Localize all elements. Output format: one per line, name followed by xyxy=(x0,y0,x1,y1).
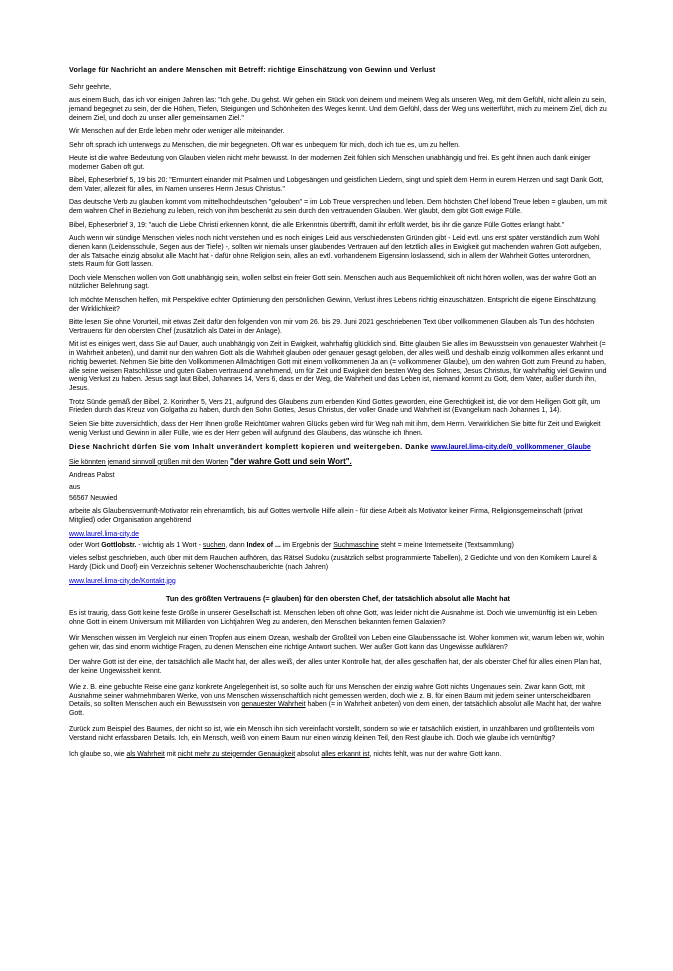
website-link-line xyxy=(69,531,607,540)
paragraph: aus einem Buch, das ich vor einigen Jahren las: "Ich gehe. Du gehst. Wir gehen ein Stück von deinem und meinem Weg als unseren Weg, mit dem Gefühl, nicht allein zu sein, jemand begegnet zu sein, der die Höhen, Tiefen, Steigungen und Schönheiten des Weges kennt. Und dem Gefühl, dass der Weg uns weiterführt, mich zu meinem Ziel, dich zu deinem Ziel, und doch zu unser aller gemeinsamen Ziel." xyxy=(69,97,607,122)
paragraph: Bitte lesen Sie ohne Vorurteil, mit etwas Zeit dafür den folgenden von mir vom 26. bis 29. Juni 2021 geschriebenen Text über vollkommenen Glauben als Tun des höchsten Vertrauens für den obersten Chef (zusätzlich als Datei in der Anlage). xyxy=(69,319,595,335)
document-title: Vorlage für Nachricht an andere Menschen mit Betreff: richtige Einschätzung von Gewinn und Verlust xyxy=(69,66,436,74)
copy-note-text: Diese Nachricht dürfen Sie vom Inhalt unverändert komplett kopieren und weitergeben. Danke xyxy=(69,444,429,452)
sender-city: 56567 Neuwied xyxy=(69,494,118,502)
paragraph: Sehr oft sprach ich unterwegs zu Menschen, die mir begegneten. Oft war es unbequem für mich, doch ich tue es, um zu helfen. xyxy=(69,141,461,149)
contact-link[interactable]: www.laurel.lima-city.de/Kontakt.jpg xyxy=(69,577,176,585)
suchen-word: suchen xyxy=(202,541,226,549)
paragraph: Seien Sie bitte zuversichtlich, dass der Herr Ihnen große Reichtümer wahren Glücks geben wird für Weg nah mit ihm, dem Herrn. Verwirklichen Sie bitte für Zeit und Ewigkeit wenig Verlust und Gewinn in aller Fülle, wie es der Herr geben will aufgrund des Glaubens, das wünsche ich Ihnen. xyxy=(69,420,601,437)
underlined-phrase: als Wahrheit xyxy=(126,750,165,758)
paragraph: Zurück zum Beispiel des Baumes, der nicht so ist, wie ein Mensch ihn sich vereinfacht vorstellt, sondern so wie er tatsächlich existiert, in unzählbaren und größtenteils vom Verstand nicht erfassbaren Details. Ich, ein Mensch, weiß von einem Baum nur einen winzig kleinen Teil, den Rest glaube ich. Doch wie glaube ich vernünftig? xyxy=(69,726,595,742)
sender-name: Andreas Pabst xyxy=(69,472,115,480)
paragraph: Bibel, Epheserbrief 5, 19 bis 20: "Ermuntert einander mit Psalmen und Lobgesängen und geistlichen Liedern, singt und spielt dem Herrn in eurem Herzen und sagt Dank Gott, dem Vater, allezeit für alles, im Namen unseres Herrn Jesus Christus." xyxy=(69,177,604,193)
website-link[interactable]: www.laurel.lima-city.de xyxy=(69,530,140,538)
copy-link[interactable]: www.laurel.lima-city.de/0_vollkommener_Glaube xyxy=(430,444,591,452)
search-word: Gottlobstr. xyxy=(101,541,137,549)
written-description: vieles selbst geschrieben, auch über mit dem Rauchen aufhören, das Rätsel Sudoku (zusätzlich selbst programmierte Tabellen), 2 Gedichte und von den Komikern Laurel & Hardy (Dick und Doof) ein Verzeichnis seltener Wochenschauberichte (nach Jahren) xyxy=(69,555,598,572)
greeting-line xyxy=(69,458,607,468)
underlined-phrase: alles erkannt ist xyxy=(321,750,370,758)
paragraph: Das deutsche Verb zu glauben kommt vom mittelhochdeutschen "gelouben" = im Lob Treue versprechen und leben. Dem höchsten Chef lobend Treue leben = glauben, um mit dem wahren Chef in Beziehung zu leben, reich von ihm beschenkt zu sein durch den vertrauenden Glauben. Wer glaubt, dem gibt Gott ewige Fülle. xyxy=(69,199,607,216)
tree-paragraph: Wie z. B. eine gebuchte Reise eine ganz konkrete Angelegenheit ist, so sollte auch für uns Menschen der einzig wahre Gott nichts Ungenaues sein. Zwar kann Gott, mit Ausnahme seiner wahrnehmbaren Werke, von uns Menschen wissenschaftlich nicht gemessen werden, doch wie z. B. für einen Baum mit jedem seiner unterscheidbaren Details, so sollten Menschen auch ein Bewusstsein von genauester Wahrheit haben (= in Wahrheit anbeten) von dem einen, der tatsächlich absolut alle Macht hat, der wahre Gott. xyxy=(69,683,602,718)
copy-note xyxy=(69,444,607,453)
section-heading: Tun des größten Vertrauens (= glauben) für den obersten Chef, der tatsächlich absolut alle Macht hat xyxy=(166,594,510,604)
paragraph: Heute ist die wahre Bedeutung von Glauben vielen nicht mehr bewusst. In der modernen Zeit fühlen sich Menschen unabhängig und frei. Es geht ihnen auch dank einiger moderner Gaben oft gut. xyxy=(69,154,591,171)
paragraph: Ich möchte Menschen helfen, mit Perspektive echter Optimierung den persönlichen Gewinn, Verlust ihres Lebens richtig einzuschätzen. Entspricht die eigene Einschätzung der Wirklichkeit? xyxy=(69,296,596,313)
paragraph: Auch wenn wir sündige Menschen vieles noch nicht verstehen und es noch einiges Leid aus verschiedensten Gründen gibt - Leid evtl. uns erst später verständlich zum Wohl dienen kann (Leidensschule, Segen aus der Tiefe) -, sollten wir niemals unser glaubendes Vertrauen auf den letztlich alles in Ewigkeit gut machenden wahren Gott aufgeben, der als Tatsache einzig absolut alle Macht hat - dafür ohne Religion sein, alles an evtl. vorhandenem Eigensinn loslassend, sich in allem der Wahrheit Gottes unterordnen, stets Raum für Gott lassen. xyxy=(69,234,602,269)
sender-aus: aus xyxy=(69,483,81,491)
index-of-text: Index of ... xyxy=(246,541,281,549)
exact-truth-phrase: genauester Wahrheit xyxy=(241,701,306,709)
salutation: Sehr geehrte, xyxy=(69,83,112,91)
final-paragraph: Ich glaube so, wie als Wahrheit mit nicht mehr zu steigernder Genauigkeit absolut alles erkannt ist, nichts fehlt, was nur der wahre Gott kann. xyxy=(69,750,502,758)
paragraph: Doch viele Menschen wollen von Gott unabhängig sein, wollen selbst ein freier Gott sein. Menschen auch aus Bequemlichkeit oft nicht hören wollen, was der wahre Gott an nützlicher Belehrung sagt. xyxy=(69,274,597,291)
greeting-text: Sie könnten jemand sinnvoll grüßen mit den Worten xyxy=(69,458,229,466)
paragraph: Trotz Sünde gemäß der Bibel, 2. Korinther 5, Vers 21, aufgrund des Glaubens zum erbenden Kind Gottes geworden, eine Gerechtigkeit ist, die vor dem Heiligen Gott gilt, um Frieden durch das Kreuz von Golgatha zu haben, durch den Sohn Gottes, Jesus Christus, der voller Gnade und Wahrheit ist (Evangelium nach Johannes 1, 14). xyxy=(69,398,601,415)
paragraph: Es ist traurig, dass Gott keine feste Größe in unserer Gesellschaft ist. Menschen leben oft ohne Gott, was leider nicht die Ausnahme ist. Doch wie unvernünftig ist ein Leben ohne Gott in einem Universum mit Milliarden von Lichtjahren Weg zu anderen, den Menschen bekannten fernen Galaxien? xyxy=(69,610,597,626)
search-instruction: oder Wort Gottlobstr. - wichtig als 1 Wort - suchen, dann Index of ... im Ergebnis der Suchmaschine steht = meine Internetseite (Textsammlung) xyxy=(69,541,514,549)
search-engine-word: Suchmaschine xyxy=(333,541,379,549)
paragraph: Der wahre Gott ist der eine, der tatsächlich alle Macht hat, der alles weiß, der alles unter Kontrolle hat, der alles geschaffen hat, der als oberster Chef für alles einen Plan hat, der keine Ungewissheit kennt. xyxy=(69,659,602,676)
work-description: arbeite als Glaubensvernunft-Motivator rein ehrenamtlich, bis auf Gottes wertvolle Hilfe allein - für diese Arbeit als Motivator keiner Firma, Religionsgemeinschaft (privat Mitglied) oder Organisation angehörend xyxy=(69,508,583,525)
underlined-phrase: nicht mehr zu steigernder Genauigkeit xyxy=(177,750,296,758)
contact-link-line xyxy=(69,578,607,587)
paragraph: Mit ist es einiges wert, dass Sie auf Dauer, auch unabhängig von Zeit in Ewigkeit, wahrhaftig glücklich sind. Bitte glauben Sie alles im Bewusstsein von genauester Wahrheit (= in Wahrheit anbeten), und damit nur den wahren Gott als die Wahrheit glauben oder genauer gesagt geloben, der alles weiß und deshalb einzig vollkommen alles erkannt und richtig bewertet. Nehmen Sie bitte den Vollkommenen Allmächtigen Gott mit einem vollkommenen Ja an (= vollkommener Glaube), um den wahren Gott zum Freund zu haben, alle seine weisen Ratschlüsse und guten Gaben vertrauend annehmend, um für Zeit und Ewigkeit den besten Weg des Sohnes, Jesus Christus, für wahrhaftig viel Gewinn und wenig Verlust zu haben. Jesus sagt laut Bibel, Johannes 14, Vers 6, dass er der Weg, die Wahrheit und das Leben ist, niemand kommt zu Gott, dem Vater, außer durch ihn, Jesus. xyxy=(69,341,607,393)
greeting-words: "der wahre Gott und sein Wort". xyxy=(230,456,352,466)
paragraph: Bibel, Epheserbrief 3, 19: "auch die Liebe Christi erkennen könnt, die alle Erkenntnis übertrifft, damit ihr erfüllt werdet, bis ihr die ganze Fülle Gottes erlangt habt." xyxy=(69,221,565,229)
paragraph: Wir Menschen wissen im Vergleich nur einen Tropfen aus einem Ozean, weshalb der Großteil von Leben eine Glaubenssache ist. Woher kommen wir, warum leben wir, wohin gehen wir, das sind enorm wichtige Fragen, zu denen Menschen eine richtige Antwort suchen. Wer außer Gott kann das Ungewisse aufklären? xyxy=(69,634,605,651)
paragraph: Wir Menschen auf der Erde leben mehr oder weniger alle miteinander. xyxy=(69,128,285,136)
